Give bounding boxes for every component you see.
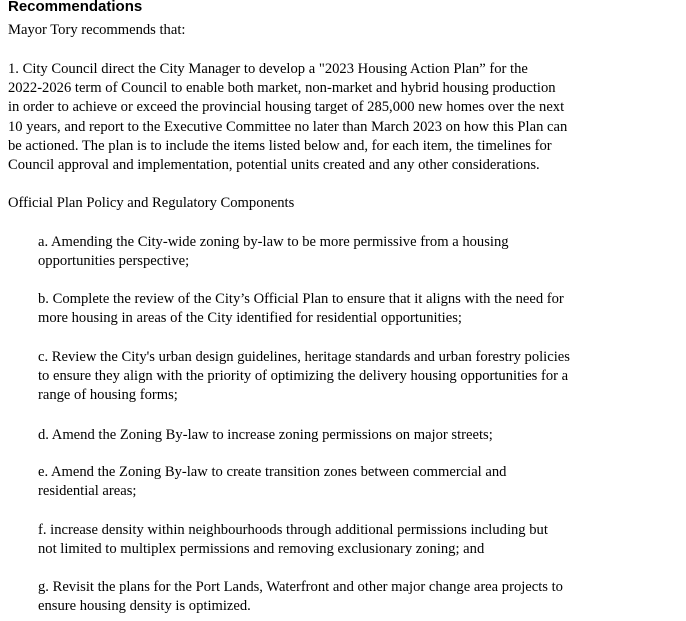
list-item-c: [38, 348, 570, 406]
text-line: e. Amend the Zoning By-law to create transition zones between commercial and: [38, 464, 507, 480]
list-item-d: [38, 426, 493, 445]
text-line: 10 years, and report to the Executive Committee no later than March 2023 on how this Plan can: [8, 118, 568, 135]
text-line: range of housing forms;: [38, 387, 178, 404]
text-line: d. Amend the Zoning By-law to increase zoning permissions on major streets;: [38, 427, 493, 443]
intro-text: Mayor Tory recommends that:: [8, 22, 186, 38]
section-heading: Official Plan Policy and Regulatory Components: [8, 195, 295, 211]
list-item-f: [38, 521, 548, 559]
text-line: opportunities perspective;: [38, 253, 190, 270]
list-item-b: [38, 290, 564, 328]
text-line: a. Amending the City-wide zoning by-law to be more permissive from a housing: [38, 234, 509, 250]
text-line: c. Review the City's urban design guidelines, heritage standards and urban forestry policies: [38, 349, 570, 365]
list-item-e: [38, 463, 506, 501]
text-line: in order to achieve or exceed the provincial housing target of 285,000 new homes over the next: [8, 99, 565, 116]
text-line: not limited to multiplex permissions and removing exclusionary zoning; and: [38, 541, 485, 558]
text-line: residential areas;: [38, 483, 137, 500]
text-line: to ensure they align with the priority of optimizing the delivery housing opportunities for a: [38, 368, 569, 385]
text-line: more housing in areas of the City identified for residential opportunities;: [38, 310, 462, 327]
list-item-g: [38, 578, 563, 616]
list-item-a: [38, 233, 509, 271]
recommendation-1: [8, 60, 567, 175]
text-line: 1. City Council direct the City Manager to develop a "2023 Housing Action Plan” for the: [8, 61, 528, 77]
text-line: g. Revisit the plans for the Port Lands, Waterfront and other major change area projects to: [38, 579, 563, 595]
text-line: f. increase density within neighbourhoods through additional permissions including but: [38, 522, 548, 538]
text-line: Council approval and implementation, potential units created and any other considerations.: [8, 157, 540, 174]
text-line: be actioned. The plan is to include the items listed below and, for each item, the timelines for: [8, 137, 552, 154]
text-line: b. Complete the review of the City’s Official Plan to ensure that it aligns with the need for: [38, 291, 564, 307]
text-line: 2022-2026 term of Council to enable both market, non-market and hybrid housing production: [8, 80, 556, 97]
page-title: Recommendations: [8, 0, 143, 15]
text-line: ensure housing density is optimized.: [38, 598, 251, 615]
